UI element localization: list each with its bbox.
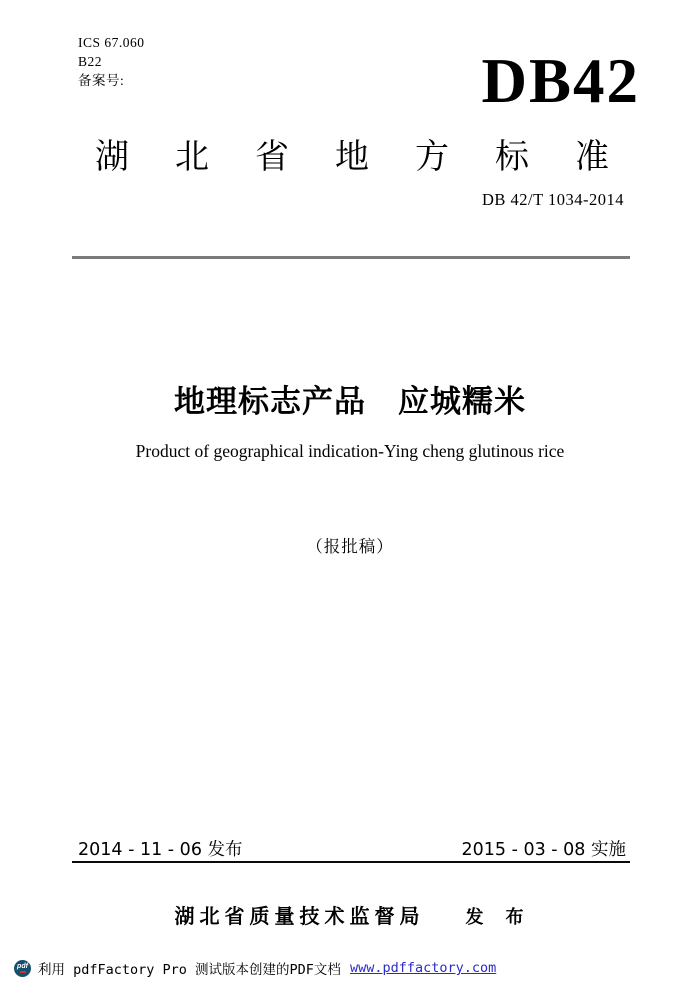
document-title: 地理标志产品 应城糯米 bbox=[174, 384, 526, 420]
pdffactory-link[interactable]: www.pdffactory.com bbox=[349, 960, 497, 976]
issue-date-group bbox=[78, 840, 243, 861]
heading-char: 湖 bbox=[95, 137, 129, 177]
pdffactory-footer bbox=[14, 958, 496, 978]
provincial-standard-heading bbox=[95, 137, 609, 177]
publish-label: 发 布 bbox=[465, 907, 526, 928]
dates-underline bbox=[72, 861, 630, 863]
publisher-row bbox=[0, 900, 700, 929]
pdffactory-notice-text: 利用 pdfFactory Pro 测试版本创建的PDF文档 bbox=[38, 962, 341, 978]
publisher-name: 湖北省质量技术监督局 bbox=[174, 904, 425, 928]
standard-number: DB 42/T 1034-2014 bbox=[481, 190, 624, 209]
classification-code: B22 bbox=[78, 54, 103, 69]
issue-date: 2014 - 11 - 06 bbox=[78, 840, 202, 860]
header-divider-line bbox=[72, 256, 630, 259]
implement-date: 2015 - 03 - 08 bbox=[461, 840, 586, 860]
classification-block bbox=[78, 33, 145, 90]
implement-label: 实施 bbox=[591, 840, 626, 860]
heading-char: 北 bbox=[175, 137, 209, 177]
record-number-label: 备案号: bbox=[78, 73, 125, 88]
implement-date-group bbox=[461, 840, 626, 861]
issue-label: 发布 bbox=[207, 840, 243, 860]
dates-row bbox=[78, 840, 626, 861]
pdf-icon-label: pdf bbox=[17, 963, 28, 971]
pdf-circle-icon bbox=[14, 960, 31, 977]
pdf-icon-red-mark bbox=[20, 971, 26, 973]
heading-char: 地 bbox=[335, 137, 369, 177]
heading-char: 省 bbox=[255, 137, 289, 177]
heading-char: 方 bbox=[415, 137, 449, 177]
draft-status-note: （报批稿） bbox=[306, 537, 394, 556]
db42-logotype: DB42 bbox=[481, 46, 640, 116]
heading-char: 准 bbox=[575, 137, 609, 177]
heading-char: 标 bbox=[495, 137, 529, 177]
ics-code: ICS 67.060 bbox=[78, 35, 145, 50]
document-title-english: Product of geographical indication-Ying cheng glutinous rice bbox=[135, 441, 565, 461]
